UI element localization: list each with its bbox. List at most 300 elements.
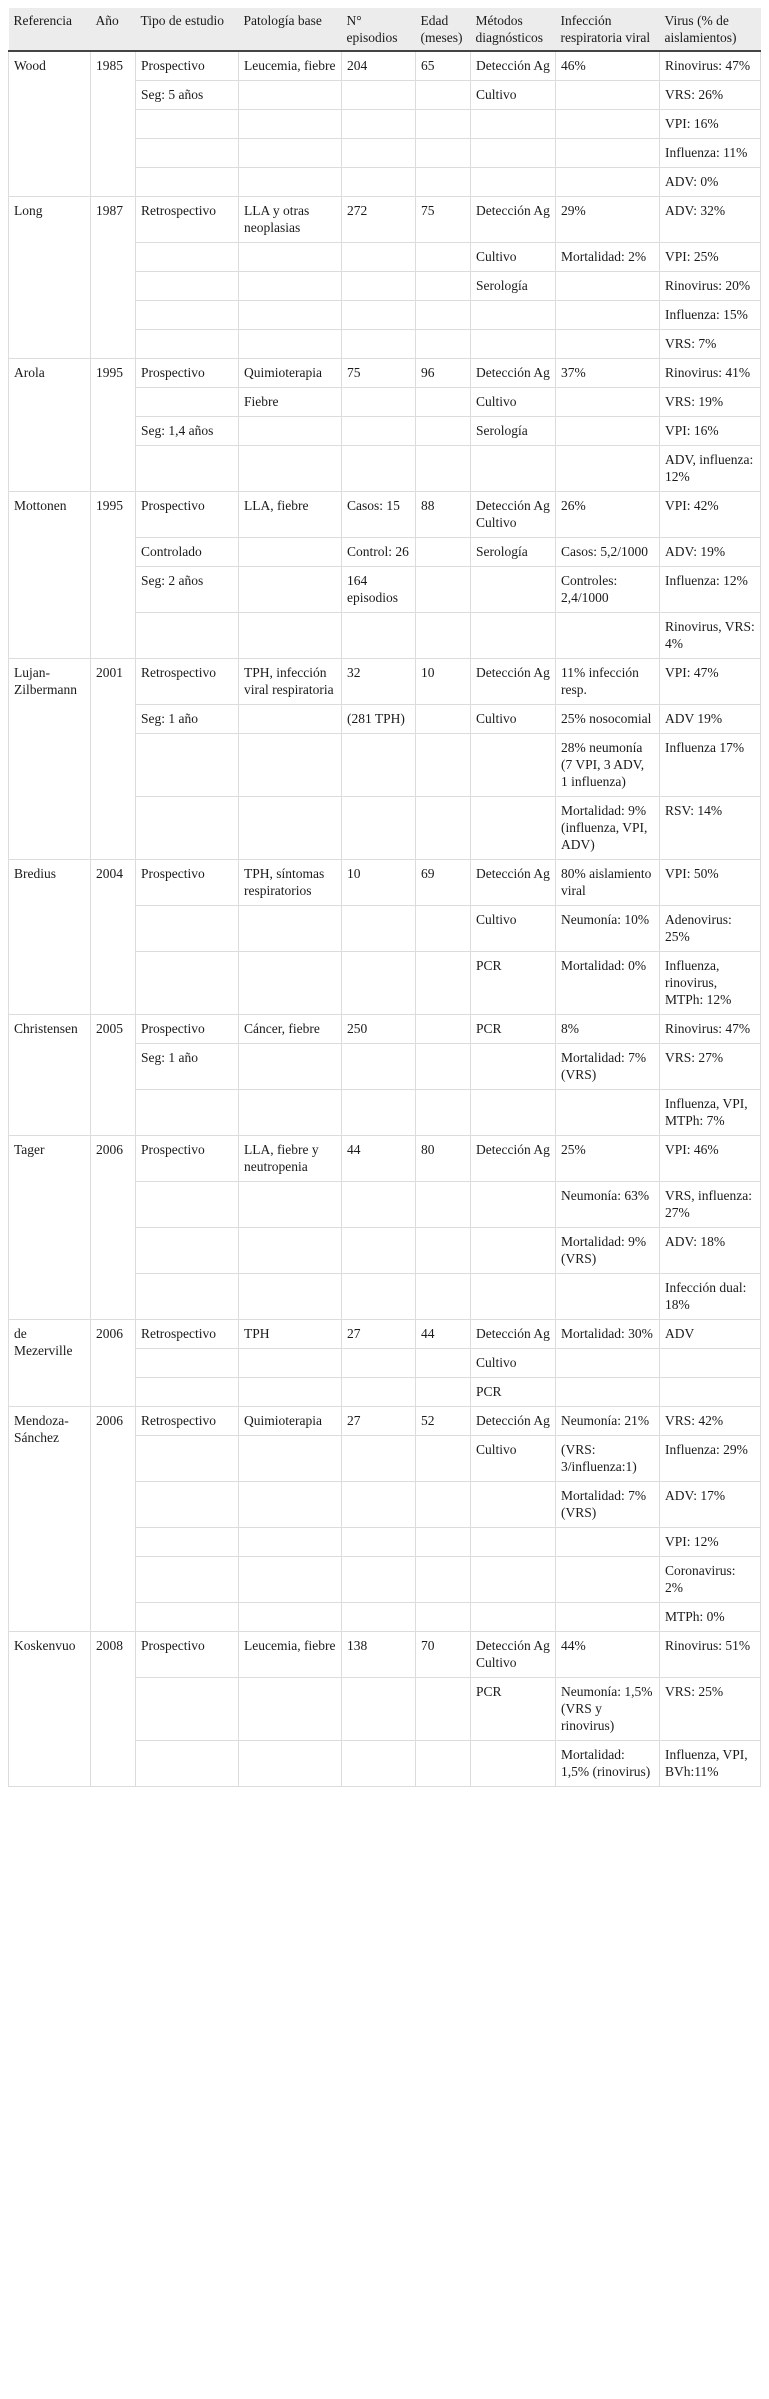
study-type-cell: Prospectivo	[136, 1015, 239, 1044]
table-row	[9, 1015, 761, 1044]
diagnostic-methods-cell	[471, 1228, 556, 1274]
viral-infection-cell: 46%	[556, 51, 660, 81]
study-type-cell	[136, 1090, 239, 1136]
age-cell	[416, 705, 471, 734]
age-cell	[416, 1228, 471, 1274]
study-type-cell: Prospectivo	[136, 359, 239, 388]
virus-cell	[660, 1349, 761, 1378]
viral-infection-cell: 28% neumonía (7 VPI, 3 ADV, 1 influenza)	[556, 734, 660, 797]
viral-infection-cell	[556, 446, 660, 492]
pathology-cell: Quimioterapia	[239, 1407, 342, 1436]
viral-infection-cell: Casos: 5,2/1000	[556, 538, 660, 567]
age-cell	[416, 1436, 471, 1482]
diagnostic-methods-cell	[471, 734, 556, 797]
table-row	[9, 1407, 761, 1436]
year-cell: 1995	[91, 359, 136, 492]
episodes-cell	[342, 81, 416, 110]
study-type-cell	[136, 1274, 239, 1320]
episodes-cell: 32	[342, 659, 416, 705]
viral-infection-cell: 80% aislamiento viral	[556, 860, 660, 906]
virus-cell: VPI: 16%	[660, 110, 761, 139]
year-cell: 2001	[91, 659, 136, 860]
age-cell	[416, 168, 471, 197]
study-type-cell	[136, 1482, 239, 1528]
virus-cell: VPI: 46%	[660, 1136, 761, 1182]
episodes-cell	[342, 797, 416, 860]
study-type-cell	[136, 243, 239, 272]
virus-cell: Rinovirus: 51%	[660, 1632, 761, 1678]
diagnostic-methods-cell: Detección Ag	[471, 359, 556, 388]
pathology-cell	[239, 1482, 342, 1528]
viral-infection-cell	[556, 168, 660, 197]
pathology-cell	[239, 301, 342, 330]
table-row	[9, 359, 761, 388]
diagnostic-methods-cell	[471, 1603, 556, 1632]
virus-cell: VRS: 25%	[660, 1678, 761, 1741]
episodes-cell: 250	[342, 1015, 416, 1044]
virus-cell: Adenovirus: 25%	[660, 906, 761, 952]
viral-infection-cell: Mortalidad: 1,5% (rinovirus)	[556, 1741, 660, 1787]
age-cell	[416, 243, 471, 272]
viral-infection-cell: Mortalidad: 7% (VRS)	[556, 1044, 660, 1090]
virus-cell: VPI: 42%	[660, 492, 761, 538]
age-cell	[416, 538, 471, 567]
study-type-cell: Retrospectivo	[136, 1407, 239, 1436]
study-type-cell: Retrospectivo	[136, 659, 239, 705]
pathology-cell	[239, 705, 342, 734]
viral-infection-cell: Mortalidad: 0%	[556, 952, 660, 1015]
pathology-cell	[239, 1274, 342, 1320]
age-cell: 70	[416, 1632, 471, 1678]
viral-infection-cell: (VRS: 3/influenza:1)	[556, 1436, 660, 1482]
viral-infection-cell: Controles: 2,4/1000	[556, 567, 660, 613]
episodes-cell: 164 episodios	[342, 567, 416, 613]
diagnostic-methods-cell	[471, 567, 556, 613]
virus-cell: ADV: 18%	[660, 1228, 761, 1274]
episodes-cell	[342, 1436, 416, 1482]
study-type-cell	[136, 734, 239, 797]
pathology-cell: TPH, infección viral respiratoria	[239, 659, 342, 705]
column-header: Año	[91, 8, 136, 51]
study-type-cell	[136, 1741, 239, 1787]
virus-cell: Rinovirus: 47%	[660, 1015, 761, 1044]
diagnostic-methods-cell	[471, 1090, 556, 1136]
virus-cell: Coronavirus: 2%	[660, 1557, 761, 1603]
table-row	[9, 197, 761, 243]
study-type-cell: Seg: 5 años	[136, 81, 239, 110]
diagnostic-methods-cell	[471, 797, 556, 860]
column-header: Patología base	[239, 8, 342, 51]
reference-cell: Bredius	[9, 860, 91, 1015]
episodes-cell: 272	[342, 197, 416, 243]
column-header: Edad (meses)	[416, 8, 471, 51]
age-cell	[416, 1557, 471, 1603]
age-cell: 44	[416, 1320, 471, 1349]
episodes-cell	[342, 1557, 416, 1603]
age-cell	[416, 139, 471, 168]
diagnostic-methods-cell	[471, 139, 556, 168]
study-type-cell	[136, 1557, 239, 1603]
study-type-cell: Seg: 2 años	[136, 567, 239, 613]
reference-cell: Long	[9, 197, 91, 359]
episodes-cell: Casos: 15	[342, 492, 416, 538]
viral-infection-cell: 37%	[556, 359, 660, 388]
age-cell	[416, 1015, 471, 1044]
episodes-cell: 27	[342, 1320, 416, 1349]
pathology-cell	[239, 906, 342, 952]
episodes-cell: 27	[342, 1407, 416, 1436]
age-cell: 96	[416, 359, 471, 388]
reference-cell: de Mezerville	[9, 1320, 91, 1407]
viral-infection-cell: Neumonía: 21%	[556, 1407, 660, 1436]
viral-infection-cell	[556, 1557, 660, 1603]
pathology-cell	[239, 1228, 342, 1274]
study-type-cell	[136, 1378, 239, 1407]
age-cell: 65	[416, 51, 471, 81]
study-type-cell	[136, 168, 239, 197]
diagnostic-methods-cell	[471, 1274, 556, 1320]
diagnostic-methods-cell: Detección Ag	[471, 197, 556, 243]
diagnostic-methods-cell: Detección Ag	[471, 1407, 556, 1436]
episodes-cell: Control: 26	[342, 538, 416, 567]
diagnostic-methods-cell: PCR	[471, 1015, 556, 1044]
age-cell	[416, 1603, 471, 1632]
age-cell: 52	[416, 1407, 471, 1436]
pathology-cell	[239, 81, 342, 110]
study-type-cell	[136, 139, 239, 168]
table-row	[9, 1136, 761, 1182]
study-type-cell: Prospectivo	[136, 492, 239, 538]
virus-cell: ADV: 0%	[660, 168, 761, 197]
virus-cell: VPI: 50%	[660, 860, 761, 906]
pathology-cell: TPH	[239, 1320, 342, 1349]
pathology-cell: Quimioterapia	[239, 359, 342, 388]
pathology-cell: LLA, fiebre	[239, 492, 342, 538]
pathology-cell	[239, 1436, 342, 1482]
pathology-cell	[239, 272, 342, 301]
age-cell	[416, 906, 471, 952]
virus-cell: Rinovirus: 47%	[660, 51, 761, 81]
column-header: Virus (% de aislamientos)	[660, 8, 761, 51]
reference-cell: Tager	[9, 1136, 91, 1320]
age-cell: 88	[416, 492, 471, 538]
pathology-cell	[239, 734, 342, 797]
age-cell	[416, 797, 471, 860]
episodes-cell	[342, 388, 416, 417]
virus-cell: VRS: 7%	[660, 330, 761, 359]
diagnostic-methods-cell	[471, 301, 556, 330]
episodes-cell	[342, 272, 416, 301]
diagnostic-methods-cell: Cultivo	[471, 81, 556, 110]
viral-infection-cell: 44%	[556, 1632, 660, 1678]
pathology-cell	[239, 1557, 342, 1603]
episodes-cell: 75	[342, 359, 416, 388]
virus-cell: VPI: 25%	[660, 243, 761, 272]
viral-infection-cell: 25% nosocomial	[556, 705, 660, 734]
virus-cell: Influenza, rinovirus, MTPh: 12%	[660, 952, 761, 1015]
diagnostic-methods-cell: Detección Ag	[471, 860, 556, 906]
episodes-cell	[342, 301, 416, 330]
virus-cell: Infección dual: 18%	[660, 1274, 761, 1320]
pathology-cell	[239, 1741, 342, 1787]
study-type-cell	[136, 952, 239, 1015]
pathology-cell: LLA, fiebre y neutropenia	[239, 1136, 342, 1182]
virus-cell: VRS, influenza: 27%	[660, 1182, 761, 1228]
age-cell	[416, 1528, 471, 1557]
episodes-cell: 204	[342, 51, 416, 81]
episodes-cell	[342, 1044, 416, 1090]
table-body	[9, 51, 761, 1787]
study-type-cell	[136, 1349, 239, 1378]
episodes-cell	[342, 139, 416, 168]
pathology-cell	[239, 613, 342, 659]
pathology-cell: Leucemia, fiebre	[239, 1632, 342, 1678]
pathology-cell	[239, 446, 342, 492]
viral-infection-cell: 26%	[556, 492, 660, 538]
diagnostic-methods-cell: Cultivo	[471, 906, 556, 952]
reference-cell: Wood	[9, 51, 91, 197]
episodes-cell	[342, 952, 416, 1015]
year-cell: 1995	[91, 492, 136, 659]
virus-cell: Rinovirus: 20%	[660, 272, 761, 301]
episodes-cell: 10	[342, 860, 416, 906]
viral-infection-cell	[556, 301, 660, 330]
age-cell	[416, 1044, 471, 1090]
age-cell	[416, 1090, 471, 1136]
age-cell	[416, 330, 471, 359]
column-header: N° episodios	[342, 8, 416, 51]
year-cell: 2008	[91, 1632, 136, 1787]
viral-infection-cell	[556, 110, 660, 139]
column-header: Tipo de estudio	[136, 8, 239, 51]
table-row	[9, 860, 761, 906]
pathology-cell: TPH, síntomas respiratorios	[239, 860, 342, 906]
age-cell	[416, 1482, 471, 1528]
virus-cell: VPI: 12%	[660, 1528, 761, 1557]
virus-cell: Influenza: 11%	[660, 139, 761, 168]
virus-cell: ADV: 17%	[660, 1482, 761, 1528]
diagnostic-methods-cell: Cultivo	[471, 243, 556, 272]
diagnostic-methods-cell	[471, 1182, 556, 1228]
pathology-cell	[239, 1090, 342, 1136]
reference-cell: Mendoza-Sánchez	[9, 1407, 91, 1632]
pathology-cell	[239, 567, 342, 613]
pathology-cell	[239, 1678, 342, 1741]
diagnostic-methods-cell: PCR	[471, 1678, 556, 1741]
virus-cell: Influenza: 12%	[660, 567, 761, 613]
virus-cell	[660, 1378, 761, 1407]
viral-infection-cell	[556, 1603, 660, 1632]
age-cell	[416, 110, 471, 139]
year-cell: 2006	[91, 1320, 136, 1407]
episodes-cell	[342, 417, 416, 446]
pathology-cell	[239, 168, 342, 197]
pathology-cell	[239, 330, 342, 359]
diagnostic-methods-cell: Detección Ag Cultivo	[471, 492, 556, 538]
episodes-cell	[342, 1741, 416, 1787]
pathology-cell: Cáncer, fiebre	[239, 1015, 342, 1044]
diagnostic-methods-cell: Cultivo	[471, 388, 556, 417]
pathology-cell	[239, 797, 342, 860]
viral-infection-cell: Mortalidad: 30%	[556, 1320, 660, 1349]
pathology-cell	[239, 1378, 342, 1407]
study-type-cell	[136, 613, 239, 659]
episodes-cell	[342, 1090, 416, 1136]
year-cell: 2006	[91, 1407, 136, 1632]
column-header: Infección respiratoria viral	[556, 8, 660, 51]
study-type-cell: Retrospectivo	[136, 1320, 239, 1349]
age-cell	[416, 417, 471, 446]
pathology-cell	[239, 110, 342, 139]
study-type-cell: Controlado	[136, 538, 239, 567]
episodes-cell	[342, 1678, 416, 1741]
study-type-cell	[136, 110, 239, 139]
data-table	[8, 8, 761, 1787]
virus-cell: VPI: 47%	[660, 659, 761, 705]
study-type-cell: Prospectivo	[136, 860, 239, 906]
year-cell: 1985	[91, 51, 136, 197]
age-cell	[416, 1378, 471, 1407]
diagnostic-methods-cell: Detección Ag Cultivo	[471, 1632, 556, 1678]
study-type-cell: Prospectivo	[136, 51, 239, 81]
virus-cell: Influenza 17%	[660, 734, 761, 797]
study-type-cell	[136, 1528, 239, 1557]
age-cell: 10	[416, 659, 471, 705]
column-header: Métodos diagnósticos	[471, 8, 556, 51]
virus-cell: VRS: 27%	[660, 1044, 761, 1090]
viral-infection-cell	[556, 1274, 660, 1320]
age-cell	[416, 952, 471, 1015]
age-cell: 69	[416, 860, 471, 906]
age-cell	[416, 734, 471, 797]
virus-cell: Influenza: 15%	[660, 301, 761, 330]
virus-cell: ADV: 32%	[660, 197, 761, 243]
episodes-cell	[342, 1228, 416, 1274]
age-cell	[416, 1274, 471, 1320]
viral-infection-cell	[556, 81, 660, 110]
diagnostic-methods-cell: Cultivo	[471, 705, 556, 734]
diagnostic-methods-cell	[471, 1557, 556, 1603]
study-type-cell	[136, 388, 239, 417]
diagnostic-methods-cell: Cultivo	[471, 1436, 556, 1482]
study-type-cell	[136, 906, 239, 952]
age-cell	[416, 1349, 471, 1378]
viral-infection-cell	[556, 1349, 660, 1378]
table-row	[9, 51, 761, 81]
study-type-cell	[136, 446, 239, 492]
diagnostic-methods-cell: Serología	[471, 272, 556, 301]
viral-infection-cell: Mortalidad: 2%	[556, 243, 660, 272]
viral-infection-cell: 29%	[556, 197, 660, 243]
viral-infection-cell	[556, 1378, 660, 1407]
pathology-cell	[239, 1603, 342, 1632]
viral-infection-cell: Mortalidad: 7% (VRS)	[556, 1482, 660, 1528]
episodes-cell	[342, 110, 416, 139]
study-type-cell: Prospectivo	[136, 1632, 239, 1678]
virus-cell: ADV	[660, 1320, 761, 1349]
episodes-cell	[342, 1378, 416, 1407]
pathology-cell	[239, 1349, 342, 1378]
pathology-cell	[239, 1044, 342, 1090]
viral-infection-cell: 11% infección resp.	[556, 659, 660, 705]
pathology-cell	[239, 952, 342, 1015]
virus-cell: ADV, influenza: 12%	[660, 446, 761, 492]
viral-infection-cell	[556, 417, 660, 446]
viral-infection-cell	[556, 1528, 660, 1557]
study-type-cell	[136, 330, 239, 359]
pathology-cell: Leucemia, fiebre	[239, 51, 342, 81]
diagnostic-methods-cell: PCR	[471, 1378, 556, 1407]
table-row	[9, 1320, 761, 1349]
pathology-cell	[239, 1528, 342, 1557]
viral-infection-cell: 25%	[556, 1136, 660, 1182]
table-row	[9, 659, 761, 705]
age-cell: 80	[416, 1136, 471, 1182]
diagnostic-methods-cell	[471, 168, 556, 197]
virus-cell: Influenza: 29%	[660, 1436, 761, 1482]
virus-cell: VRS: 42%	[660, 1407, 761, 1436]
episodes-cell	[342, 1528, 416, 1557]
episodes-cell	[342, 1349, 416, 1378]
viral-infection-cell: Neumonía: 63%	[556, 1182, 660, 1228]
study-type-cell	[136, 1228, 239, 1274]
episodes-cell	[342, 168, 416, 197]
age-cell	[416, 567, 471, 613]
year-cell: 2005	[91, 1015, 136, 1136]
diagnostic-methods-cell: Serología	[471, 538, 556, 567]
diagnostic-methods-cell: Detección Ag	[471, 1136, 556, 1182]
diagnostic-methods-cell: Detección Ag	[471, 659, 556, 705]
diagnostic-methods-cell: PCR	[471, 952, 556, 1015]
episodes-cell: 44	[342, 1136, 416, 1182]
age-cell	[416, 272, 471, 301]
pathology-cell	[239, 1182, 342, 1228]
pathology-cell: LLA y otras neoplasias	[239, 197, 342, 243]
episodes-cell	[342, 1603, 416, 1632]
study-type-cell	[136, 1182, 239, 1228]
pathology-cell	[239, 139, 342, 168]
episodes-cell	[342, 330, 416, 359]
diagnostic-methods-cell	[471, 330, 556, 359]
viral-infection-cell	[556, 272, 660, 301]
study-type-cell	[136, 1436, 239, 1482]
reference-cell: Mottonen	[9, 492, 91, 659]
viral-infection-cell	[556, 139, 660, 168]
virus-cell: VRS: 19%	[660, 388, 761, 417]
diagnostic-methods-cell	[471, 1044, 556, 1090]
viral-infection-cell	[556, 1090, 660, 1136]
viral-infection-cell: 8%	[556, 1015, 660, 1044]
pathology-cell: Fiebre	[239, 388, 342, 417]
study-type-cell: Retrospectivo	[136, 197, 239, 243]
viral-infection-cell	[556, 330, 660, 359]
reference-cell: Christensen	[9, 1015, 91, 1136]
pathology-cell	[239, 243, 342, 272]
diagnostic-methods-cell: Cultivo	[471, 1349, 556, 1378]
virus-cell: Influenza, VPI, BVh:11%	[660, 1741, 761, 1787]
table-row	[9, 492, 761, 538]
viral-infection-cell: Neumonía: 10%	[556, 906, 660, 952]
header-row	[9, 8, 761, 51]
episodes-cell	[342, 243, 416, 272]
episodes-cell	[342, 446, 416, 492]
diagnostic-methods-cell	[471, 613, 556, 659]
study-type-cell: Prospectivo	[136, 1136, 239, 1182]
study-type-cell	[136, 1603, 239, 1632]
virus-cell: RSV: 14%	[660, 797, 761, 860]
virus-cell: Rinovirus: 41%	[660, 359, 761, 388]
study-type-cell: Seg: 1 año	[136, 1044, 239, 1090]
